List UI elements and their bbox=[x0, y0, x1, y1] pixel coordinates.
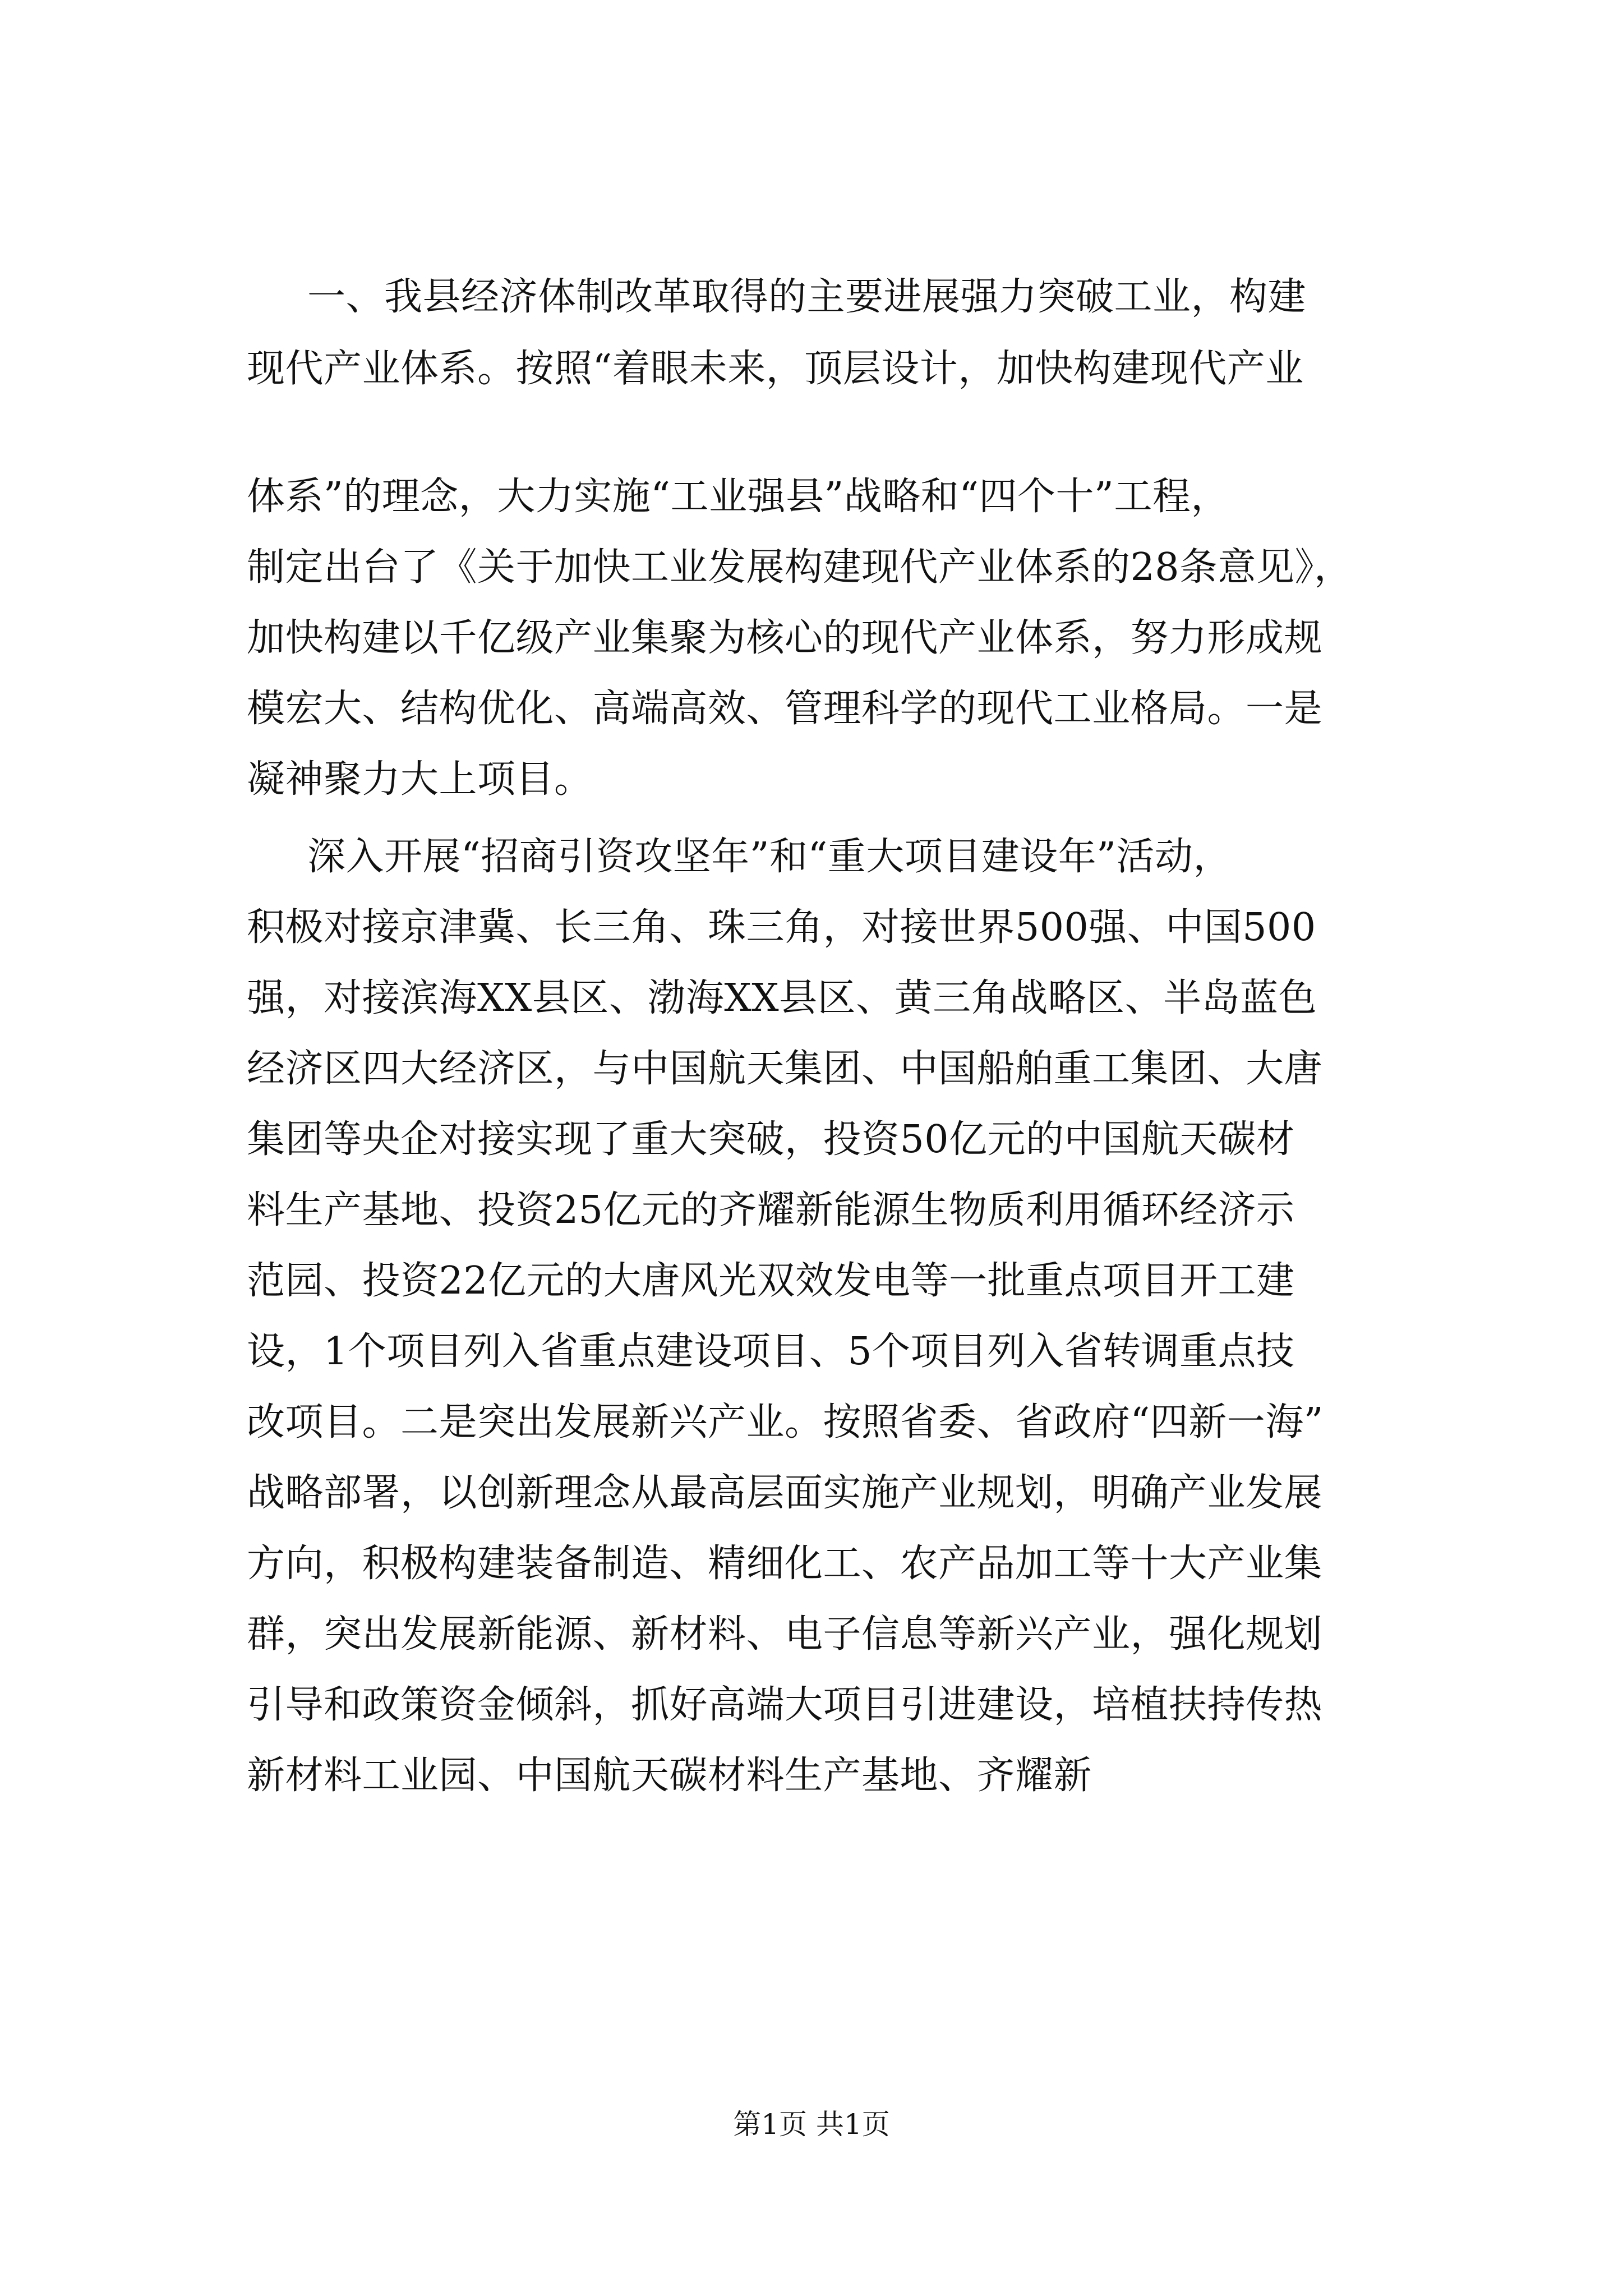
paragraph-2-line-1: 深入开展“招商引资攻坚年”和“重大项目建设年”活动， bbox=[307, 835, 1232, 879]
paragraph-1-line-6: 模宏大、结构优化、高端高效、管理科学的现代工业格局。一是 bbox=[247, 687, 1323, 731]
paragraph-1-line-2: 现代产业体系。按照“着眼未来，顶层设计，加快构建现代产业 bbox=[247, 347, 1304, 391]
paragraph-1-line-4: 制定出台了《关于加快工业发展构建现代产业体系的28条意见》， bbox=[247, 545, 1353, 590]
paragraph-2-line-10: 战略部署，以创新理念从最高层面实施产业规划，明确产业发展 bbox=[247, 1471, 1323, 1515]
paragraph-1-line-5: 加快构建以千亿级产业集聚为核心的现代产业体系，努力形成规 bbox=[247, 616, 1323, 660]
paragraph-2-line-9: 改项目。二是突出发展新兴产业。按照省委、省政府“四新一海” bbox=[247, 1400, 1324, 1444]
paragraph-2-line-8: 设，1个项目列入省重点建设项目、5个项目列入省转调重点技 bbox=[247, 1329, 1295, 1374]
paragraph-2-line-5: 集团等央企对接实现了重大突破，投资50亿元的中国航天碳材 bbox=[247, 1117, 1295, 1162]
paragraph-2-line-13: 引导和政策资金倾斜，抓好高端大项目引进建设，培植扶持传热 bbox=[247, 1683, 1323, 1727]
paragraph-2-line-3: 强，对接滨海XX县区、渤海XX县区、黄三角战略区、半岛蓝色 bbox=[247, 976, 1317, 1020]
paragraph-2-line-7: 范园、投资22亿元的大唐风光双效发电等一批重点项目开工建 bbox=[247, 1259, 1295, 1303]
paragraph-1-line-3: 体系”的理念，大力实施“工业强县”战略和“四个十”工程， bbox=[247, 475, 1229, 519]
paragraph-1-line-1: 一、我县经济体制改革取得的主要进展强力突破工业，构建 bbox=[307, 275, 1307, 319]
paragraph-1-line-7: 凝神聚力大上项目。 bbox=[247, 757, 593, 802]
page-footer: 第1页 共1页 bbox=[733, 2108, 890, 2141]
paragraph-2-line-12: 群，突出发展新能源、新材料、电子信息等新兴产业，强化规划 bbox=[247, 1612, 1323, 1657]
paragraph-2-line-14: 新材料工业园、中国航天碳材料生产基地、齐耀新 bbox=[247, 1754, 1092, 1798]
paragraph-2-line-11: 方向，积极构建装备制造、精细化工、农产品加工等十大产业集 bbox=[247, 1542, 1323, 1586]
paragraph-2-line-2: 积极对接京津冀、长三角、珠三角，对接世界500强、中国500 bbox=[247, 905, 1316, 950]
paragraph-2-line-4: 经济区四大经济区，与中国航天集团、中国船舶重工集团、大唐 bbox=[247, 1047, 1323, 1091]
paragraph-2-line-6: 料生产基地、投资25亿元的齐耀新能源生物质利用循环经济示 bbox=[247, 1188, 1295, 1232]
